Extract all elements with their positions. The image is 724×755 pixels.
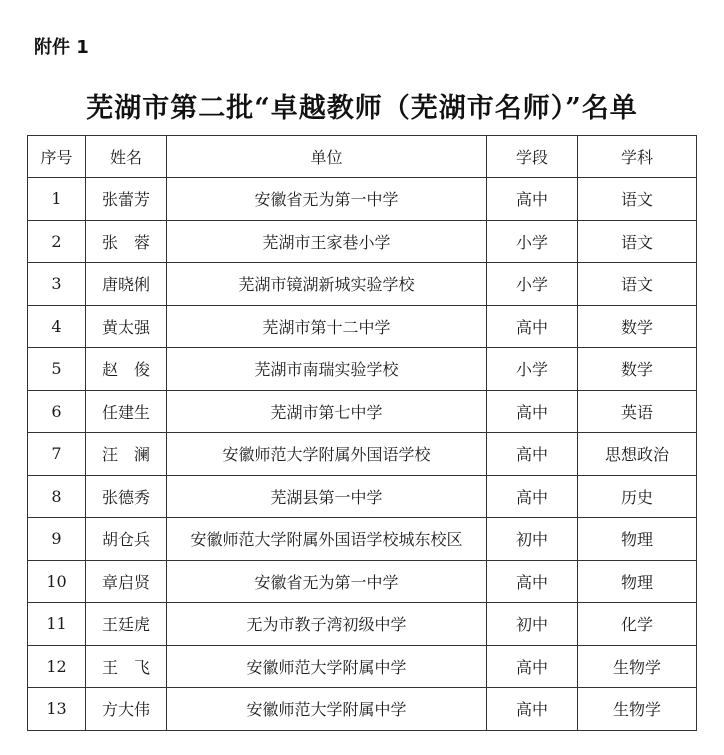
cell-stage: 初中: [487, 518, 578, 561]
header-stage: 学段: [487, 136, 578, 178]
cell-stage: 高中: [487, 305, 578, 348]
attachment-label: 附件 1: [34, 37, 89, 58]
cell-unit: 无为市教子湾初级中学: [167, 603, 487, 646]
cell-unit: 芜湖县第一中学: [167, 475, 487, 518]
cell-no: 4: [28, 305, 86, 348]
cell-stage: 高中: [487, 688, 578, 731]
header-row: [28, 136, 697, 178]
cell-stage: 小学: [487, 263, 578, 306]
table-row: [28, 305, 697, 348]
cell-no: 5: [28, 348, 86, 391]
cell-stage: 高中: [487, 178, 578, 221]
cell-stage: 小学: [487, 348, 578, 391]
cell-stage: 高中: [487, 433, 578, 476]
cell-subject: 语文: [578, 263, 697, 306]
table-row: [28, 220, 697, 263]
table-body: [28, 178, 697, 731]
cell-name: 任建生: [86, 390, 167, 433]
cell-unit: 芜湖市镜湖新城实验学校: [167, 263, 487, 306]
table-row: [28, 348, 697, 391]
table-row: [28, 688, 697, 731]
cell-unit: 安徽师范大学附属中学: [167, 645, 487, 688]
cell-stage: 高中: [487, 390, 578, 433]
cell-no: 1: [28, 178, 86, 221]
header-subject: 学科: [578, 136, 697, 178]
cell-subject: 语文: [578, 220, 697, 263]
cell-stage: 初中: [487, 603, 578, 646]
cell-name: 赵 俊: [86, 348, 167, 391]
table-row: [28, 475, 697, 518]
cell-unit: 安徽师范大学附属外国语学校城东校区: [167, 518, 487, 561]
cell-name: 王 飞: [86, 645, 167, 688]
cell-stage: 高中: [487, 645, 578, 688]
cell-name: 汪 澜: [86, 433, 167, 476]
cell-no: 11: [28, 603, 86, 646]
teacher-list-table: [27, 135, 697, 731]
cell-name: 唐晓俐: [86, 263, 167, 306]
cell-name: 张 蓉: [86, 220, 167, 263]
cell-no: 10: [28, 560, 86, 603]
cell-no: 7: [28, 433, 86, 476]
table-header: [28, 136, 697, 178]
cell-name: 王廷虎: [86, 603, 167, 646]
cell-stage: 小学: [487, 220, 578, 263]
cell-unit: 安徽省无为第一中学: [167, 178, 487, 221]
cell-name: 张德秀: [86, 475, 167, 518]
cell-subject: 思想政治: [578, 433, 697, 476]
cell-subject: 化学: [578, 603, 697, 646]
table-row: [28, 390, 697, 433]
cell-no: 13: [28, 688, 86, 731]
cell-subject: 生物学: [578, 688, 697, 731]
cell-subject: 历史: [578, 475, 697, 518]
document-title: 芜湖市第二批“卓越教师（芜湖市名师）”名单: [86, 93, 638, 124]
cell-name: 方大伟: [86, 688, 167, 731]
cell-name: 章启贤: [86, 560, 167, 603]
cell-unit: 芜湖市第十二中学: [167, 305, 487, 348]
cell-stage: 高中: [487, 560, 578, 603]
cell-subject: 生物学: [578, 645, 697, 688]
table-row: [28, 263, 697, 306]
header-unit: 单位: [167, 136, 487, 178]
header-no: 序号: [28, 136, 86, 178]
table-row: [28, 645, 697, 688]
cell-no: 9: [28, 518, 86, 561]
cell-subject: 语文: [578, 178, 697, 221]
header-name: 姓名: [86, 136, 167, 178]
cell-name: 胡仓兵: [86, 518, 167, 561]
cell-unit: 安徽省无为第一中学: [167, 560, 487, 603]
cell-subject: 英语: [578, 390, 697, 433]
cell-subject: 数学: [578, 305, 697, 348]
cell-subject: 数学: [578, 348, 697, 391]
table-row: [28, 518, 697, 561]
cell-subject: 物理: [578, 518, 697, 561]
table-row: [28, 560, 697, 603]
table-row: [28, 603, 697, 646]
cell-name: 张蕾芳: [86, 178, 167, 221]
cell-unit: 芜湖市王家巷小学: [167, 220, 487, 263]
cell-unit: 芜湖市南瑞实验学校: [167, 348, 487, 391]
cell-no: 8: [28, 475, 86, 518]
cell-unit: 安徽师范大学附属中学: [167, 688, 487, 731]
cell-subject: 物理: [578, 560, 697, 603]
cell-unit: 安徽师范大学附属外国语学校: [167, 433, 487, 476]
cell-no: 2: [28, 220, 86, 263]
cell-no: 3: [28, 263, 86, 306]
table-row: [28, 178, 697, 221]
cell-name: 黄太强: [86, 305, 167, 348]
cell-unit: 芜湖市第七中学: [167, 390, 487, 433]
cell-stage: 高中: [487, 475, 578, 518]
cell-no: 6: [28, 390, 86, 433]
table-row: [28, 433, 697, 476]
cell-no: 12: [28, 645, 86, 688]
